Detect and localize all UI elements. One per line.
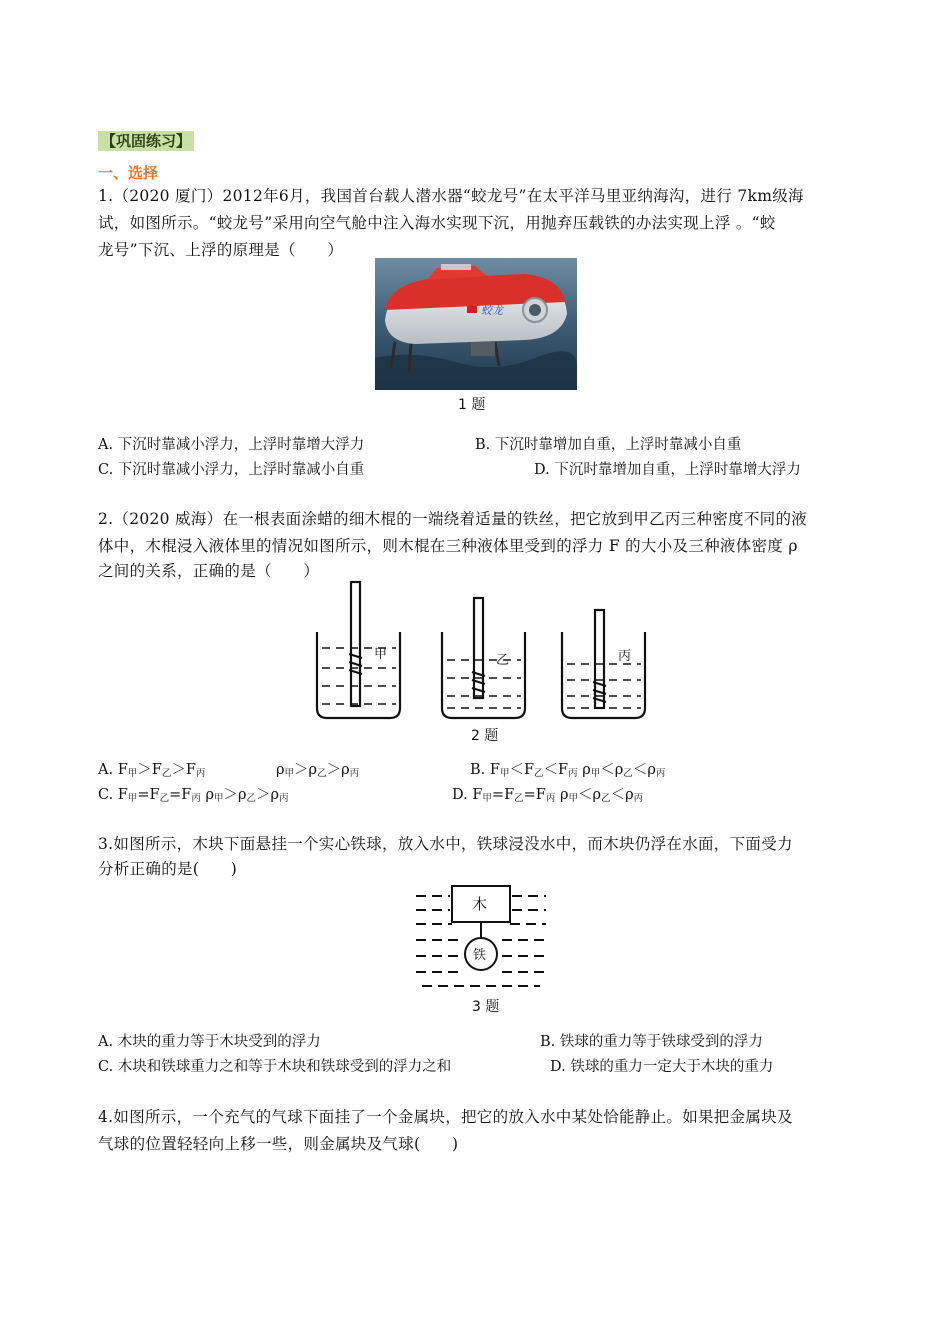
q2-text-line1: 2.（2020 威海）在一根表面涂蜡的细木棍的一端绕着适量的铁丝，把它放到甲乙丙三种密度不同的液	[98, 510, 808, 528]
q3-option-c[interactable]: C. 木块和铁球重力之和等于木块和铁球受到的浮力之和	[98, 1059, 452, 1075]
q3-text-line2: 分析正确的是( )	[98, 860, 238, 878]
q1-option-c[interactable]: C. 下沉时靠减小浮力，上浮时靠减小自重	[98, 462, 365, 478]
q2-text-line2: 体中，木棍浸入液体里的情况如图所示，则木棍在三种液体里受到的浮力 F 的大小及三种液体密度 ρ	[98, 537, 798, 555]
q1-option-d[interactable]: D. 下沉时靠增加自重，上浮时靠增大浮力	[534, 462, 801, 478]
flag-icon	[467, 306, 477, 313]
q2-option-d[interactable]: D. $F_甲=F_乙=F_丙$ $\rho_甲<\rho_乙<\rho_丙$	[452, 787, 644, 804]
section-header-consolidate	[98, 130, 194, 151]
q2-option-a[interactable]: A. $F_甲>F_乙>F_丙$	[98, 762, 206, 779]
q1-text-line3: 龙号”下沉、上浮的原理是（ ）	[98, 241, 344, 259]
iron-label: 铁	[473, 948, 487, 963]
beaker-label-yi: 乙	[496, 653, 510, 668]
q1-figure-caption: 1 题	[458, 397, 486, 413]
q1-text-line2: 试，如图所示。“蛟龙号”采用向空气舱中注入海水实现下沉，用抛弃压载铁的办法实现上浮 。“蛟	[98, 214, 776, 232]
q2-option-c[interactable]: C. $F_甲=F_乙=F_丙$ $\rho_甲>\rho_乙>\rho_丙$	[98, 787, 289, 804]
wood-label: 木	[472, 895, 488, 913]
q1-option-a[interactable]: A. 下沉时靠减小浮力，上浮时靠增大浮力	[98, 437, 365, 453]
section-header-choose: 一、选择	[98, 164, 159, 182]
q3-wood-iron-figure	[412, 884, 548, 992]
stick-jia	[351, 582, 360, 706]
q3-option-b[interactable]: B. 铁球的重力等于铁球受到的浮力	[540, 1034, 763, 1050]
q2-text-line3: 之间的关系，正确的是（ ）	[98, 562, 320, 580]
q2-beakers-figure	[310, 580, 650, 722]
consolidate-label: 【巩固练习】	[98, 131, 194, 151]
q1-option-b[interactable]: B. 下沉时靠增加自重，上浮时靠减小自重	[475, 437, 742, 453]
q2-figure-caption: 2 题	[471, 728, 499, 744]
q3-text-line1: 3.如图所示，木块下面悬挂一个实心铁球，放入水中，铁球浸没水中，而木块仍浮在水面，下面受力	[98, 835, 793, 853]
q4-text-line2: 气球的位置轻轻向上移一些，则金属块及气球( )	[98, 1135, 459, 1153]
beaker-label-bing: 丙	[618, 649, 632, 664]
q3-figure-caption: 3 题	[472, 999, 500, 1015]
q1-submarine-photo	[375, 258, 577, 390]
q2-option-a-density: $\rho_甲>\rho_乙>\rho_丙$	[276, 762, 360, 779]
q1-text-line1: 1.（2020 厦门）2012年6月，我国首台载人潜水器“蛟龙号”在太平洋马里亚纳海沟，进行 7km级海	[98, 187, 804, 205]
q4-text-line1: 4.如图所示，一个充气的气球下面挂了一个金属块，把它的放入水中某处恰能静止。如果把金属块及	[98, 1108, 793, 1126]
beaker-label-jia: 甲	[374, 647, 388, 662]
q2-option-b[interactable]: B. $F_甲<F_乙<F_丙$ $\rho_甲<\rho_乙<\rho_丙$	[470, 762, 666, 779]
q3-option-d[interactable]: D. 铁球的重力一定大于木块的重力	[550, 1059, 774, 1075]
q3-option-a[interactable]: A. 木块的重力等于木块受到的浮力	[98, 1034, 321, 1050]
q1-photo-hull-text: 蛟龙	[481, 304, 503, 317]
